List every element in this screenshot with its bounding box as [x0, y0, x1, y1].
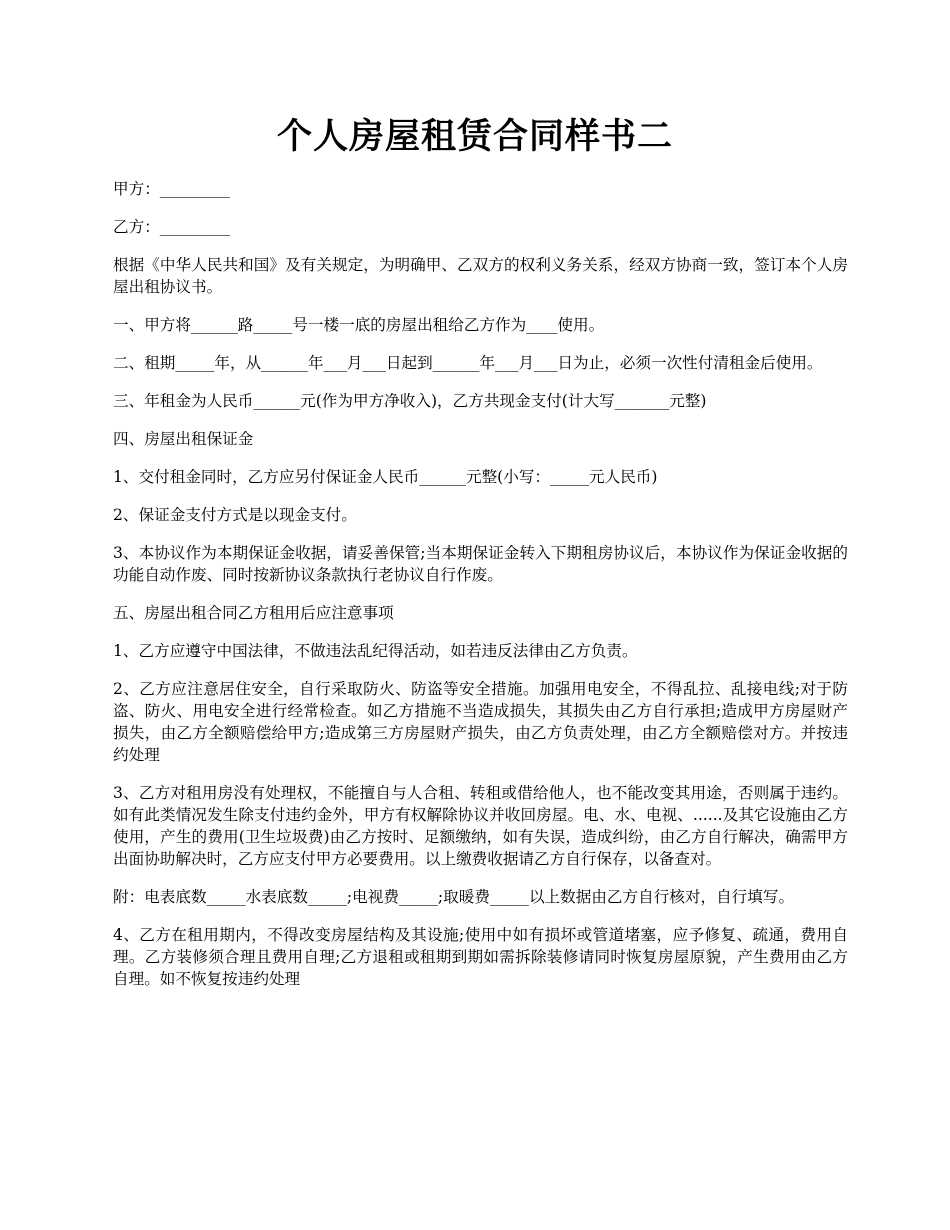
section-5-heading: 五、房屋出租合同乙方租用后应注意事项 [113, 604, 394, 622]
section-4-item-2: 2、保证金支付方式是以现金支付。 [113, 506, 357, 524]
section-4-item-3: 3、本协议作为本期保证金收据，请妥善保管;当本期保证金转入下期租房协议后，本协议作为保证金收据的功能自动作废、同时按新协议条款执行老协议自行作废。 [113, 544, 848, 584]
section-4-item-1: 1、交付租金同时，乙方应另付保证金人民币______元整(小写：_____元人民币) [113, 468, 658, 486]
section-5-item-3: 3、乙方对租用房没有处理权，不能擅自与人合租、转租或借给他人，也不能改变其用途，否则属于违约。如有此类情况发生除支付违约金外，甲方有权解除协议并收回房屋。电、水、电视、......及其它设施由乙方使用，产生的费用(卫生垃圾费)由乙方按时、足额缴纳，如有失误，造成纠纷，由乙方自行解决，确需甲方出面协助解决时，乙方应支付甲方必要费用。以上缴费收据请乙方自行保存，以备查对。 [113, 784, 848, 868]
document-body [113, 178, 848, 1006]
section-5-item-2: 2、乙方应注意居住安全，自行采取防火、防盗等安全措施。加强用电安全，不得乱拉、乱接电线;对于防盗、防火、用电安全进行经常检查。如乙方措施不当造成损失，其损失由乙方自行承担;造成甲方房屋财产损失，由乙方全额赔偿给甲方;造成第三方房屋财产损失，由乙方负责处理，由乙方全额赔偿对方。并按违约处理 [113, 680, 848, 764]
section-5-item-4: 4、乙方在租用期内，不得改变房屋结构及其设施;使用中如有损坏或管道堵塞，应予修复、疏通，费用自理。乙方装修须合理且费用自理;乙方退租或租期到期如需拆除装修请同时恢复房屋原貌，产生费用由乙方自理。如不恢复按违约处理 [113, 926, 848, 988]
meter-readings-note: 附：电表底数_____水表底数_____;电视费_____;取暖费_____以上数据由乙方自行核对，自行填写。 [113, 888, 795, 906]
document-title: 个人房屋租赁合同样书二 [276, 117, 673, 157]
preamble-paragraph: 根据《中华人民共和国》及有关规定，为明确甲、乙双方的权利义务关系，经双方协商一致，签订本个人房屋出租协议书。 [113, 256, 848, 296]
section-5-item-1: 1、乙方应遵守中国法律，不做违法乱纪得活动，如若违反法律由乙方负责。 [113, 642, 638, 660]
party-b-line: 乙方：_________ [113, 218, 230, 236]
clause-1-paragraph: 一、甲方将______路_____号一楼一底的房屋出租给乙方作为____使用。 [113, 316, 605, 334]
clause-3-paragraph: 三、年租金为人民币______元(作为甲方净收入)，乙方共现金支付(计大写_______元整) [113, 392, 707, 410]
clause-2-paragraph: 二、租期_____年，从______年___月___日起到______年___月___日为止，必须一次性付清租金后使用。 [113, 354, 823, 372]
party-a-line: 甲方：_________ [113, 180, 230, 198]
section-4-heading: 四、房屋出租保证金 [113, 430, 254, 448]
